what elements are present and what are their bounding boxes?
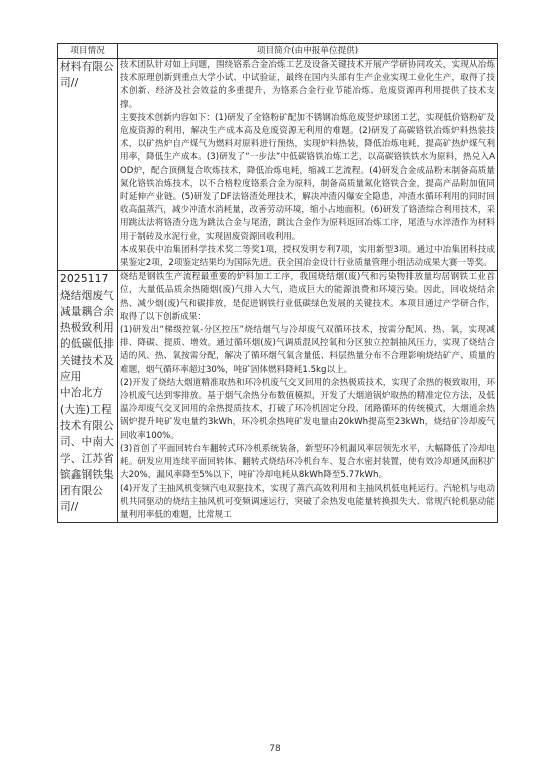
summary-paragraph: (4)开发了主抽风机变频汽电双驱技术，实现了蒸汽高效利用和主抽风机低电耗运行。汽轮机与电动机共同驱动的烧结主抽风机可变频调速运行，突破了余热发电能量转换损失大、常规汽轮机驱动能量利用率低的难题，比常规工 <box>120 483 495 520</box>
summary-paragraph: 烧结是钢铁生产流程最重要的炉料加工工序，我国烧结烟(废)气和污染物排放量均居钢铁工业首位，大量低品质余热随烟(废)气排入大气，造成巨大的能源浪费和环境污染。因此，回收烧结余热、减少烟(废)气和碳排放，是促进钢铁行业低碳绿色发展的关键技术。本项目通过产学研合作，取得了以下创新成果： <box>120 272 495 322</box>
project-info-cell <box>58 271 118 523</box>
summary-paragraph: 本成果获中冶集团科学技术奖二等奖1项，授权发明专利7项，实用新型3项。通过中冶集团科技成果鉴定2项，2项鉴定结果均为国际先进。获全国冶金设计行业质量管理小组活动成果大赛一等奖。 <box>120 244 495 269</box>
header-project-summary: 项目简介(由申报单位提供) <box>118 44 498 59</box>
summary-paragraph: 技术团队针对如上问题，围绕铬系合金冶炼工艺及设备关键技术开展产学研协同攻关，实现从冶炼技术原理创新到重点大学小试、中试验证，最终在国内头部有生产企业实现工业化生产，取得了技术创新、经济及社会效益的多重提升，为铬系合金行业节能冶炼、危废资源再利用提供了技术支撑。 <box>120 60 495 110</box>
table-row <box>58 59 498 271</box>
summary-paragraph: (1)研发出“梯级控氧-分区控压”烧结烟气与冷却废气双循环技术，按需分配风、热、氧，实现减排、降碳、提质、增效。通过循环烟(废)气调质混风控氧和分区独立控制抽风压力，实现了烧结合适的风、热、氧按需分配，解决了循环烟气氧含量低、料层热量分布不合理影响烧结矿产、质量的难题，烟气循环率超过30%，吨矿固体燃料降耗1.5kg以上。 <box>120 325 495 375</box>
page-number: 78 <box>269 744 281 754</box>
table-row <box>58 271 498 523</box>
project-table <box>57 43 498 523</box>
project-summary-cell <box>118 271 498 523</box>
summary-paragraph: 主要技术创新内容如下：(1)研发了全铬粉矿配加不锈钢冶炼危废竖炉球团工艺，实现低价铬粉矿及危废资源的利用，解决生产成本高及危废资源无利用的难题。(2)研发了高碳铬铁冶炼炉料热装技术，以矿热炉自产煤气为燃料对原料进行预热，实现炉料热装，降低冶炼电耗，提高矿热炉煤气利用率，降低生产成本。(3)研发了“一步法”中低碳铬铁冶炼工艺，以高碳铬铁铁水为原料，热兑入AOD炉，配合顶侧复合吹炼技术，降低冶炼电耗，缩减工艺流程。(4)研发合金成品粉末制备高质量氮化铬铁冶炼技术，以不合格粒度铬系合金为原料，制备高质量氮化铬铁合金，提高产品附加值同时延伸产业链。(5)研发了DF法铬渣处理技术，解决冲渣闪爆安全隐患，冲渣水循环利用的同时回收高温蒸汽，减少冲渣水消耗量，改善劳动环境，缩小占地面积。(6)研发了铬渣综合利用技术，采用跳汰法将铬渣分选为跳汰合金与尾渣，跳汰合金作为原料返回冶炼工序，尾渣与水淬渣作为材料用于制砖及水泥行业，实现固废资源回收利用。 <box>120 112 495 242</box>
company-name: 材料有限公司// <box>60 61 114 90</box>
project-title: 烧结烟废气减量耦合余热极致利用的低碳低排关键技术及应用 <box>60 289 114 384</box>
table-header-row <box>58 44 498 59</box>
project-code: 2025117 <box>60 273 109 286</box>
summary-paragraph: (3)首创了平面回转台车翻转式环冷机系统装备，新型环冷机漏风率居领先水平，大幅降低了冷却电耗。研发应用连续平面回转体、翻转式烧结环冷机台车、复合水密封装置，使有效冷却通风面积扩大20%，漏风率降至5%以下，吨矿冷却电耗从8kWh降至5.77kWh。 <box>120 443 495 481</box>
summary-paragraph: (2)开发了烧结大烟道精准取热和环冷机废气交叉回用的余热极质技术，实现了余热的极致取用，环冷机废气达到零排放。基于烟气余热分布数值模拟，开发了大烟道锅炉取热的精准定位方法，及低温冷却废气交叉回用的余热提质技术，打破了环冷机固定分段、闭路循环的传统模式，大烟道余热锅炉提升吨矿发电量约3kWh，环冷机余热吨矿发电量由20kWh提高至23kWh，烧结矿冷却废气回收率100%。 <box>120 377 495 441</box>
header-project-info: 项目情况 <box>58 44 118 59</box>
applicant-orgs: 中冶北方(大连)工程技术有限公司、中南大学、江苏省镔鑫钢铁集团有限公司// <box>60 387 114 514</box>
project-summary-cell <box>118 59 498 271</box>
project-info-cell <box>58 59 118 271</box>
